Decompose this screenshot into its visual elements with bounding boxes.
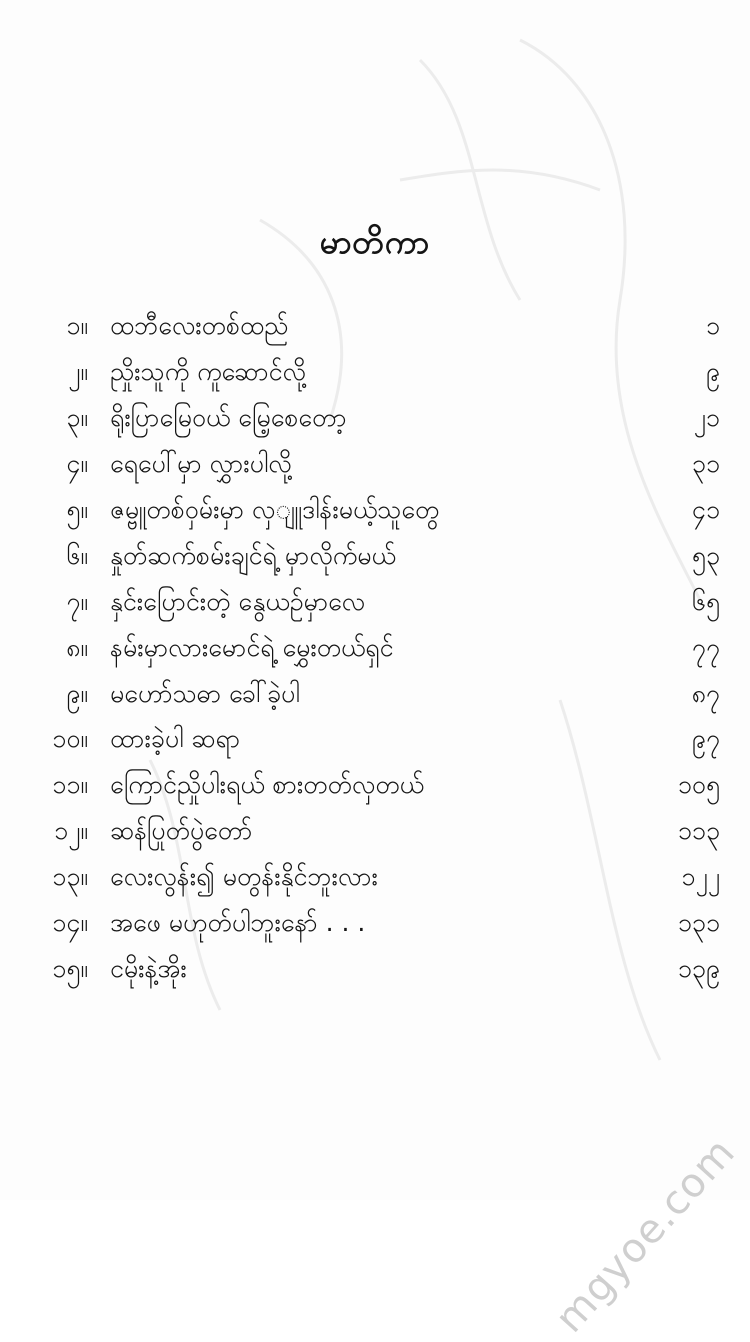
entry-title: မဟော်သဓာ ခေါ်ခဲ့ပါ <box>110 678 300 708</box>
entry-page-number: ၁၃၉ <box>677 953 720 983</box>
entry-number: ၁၃။ <box>52 862 88 892</box>
entry-title: ညှိုးသူကို ကူဆောင်လို့ <box>110 357 306 387</box>
entry-title: အဖေ မဟုတ်ပါဘူးနော် . . . <box>110 908 366 938</box>
entry-page-number: ၅၃ <box>691 540 720 570</box>
entry-number: ၇။ <box>66 586 88 616</box>
entry-page-number: ၈၇ <box>691 678 720 708</box>
entry-title: ထဘီလေးတစ်ထည် <box>110 311 289 341</box>
entry-number: ၁၂။ <box>54 816 88 846</box>
entry-page-number: ၉၇ <box>691 724 720 754</box>
entry-page-number: ၁ <box>705 311 720 341</box>
toc-entry[interactable] <box>24 490 724 536</box>
entry-number: ၄။ <box>66 449 88 479</box>
toc-entry[interactable] <box>24 352 724 398</box>
entry-number: ၁၄။ <box>52 908 88 938</box>
entry-title: လေးလွန်း၍ မတွန်းနိုင်ဘူးလား <box>110 862 378 892</box>
entry-number: ၆။ <box>66 540 88 570</box>
entry-page-number: ၇၇ <box>691 632 720 662</box>
entry-page-number: ၁၀၅ <box>677 770 720 800</box>
entry-page-number: ၆၅ <box>691 586 720 616</box>
entry-page-number: ၂၁ <box>693 403 720 433</box>
entry-title: ရေပေါ်မှာ လွှားပါလို့ <box>110 449 292 479</box>
entry-title: ရိုးပြာမြေဝယ် မြေ့စေတော့ <box>110 403 347 433</box>
toc-entry[interactable] <box>24 673 724 719</box>
entry-title: နှုတ်ဆက်စမ်းချင်ရဲ့ မှာလိုက်မယ် <box>110 540 396 570</box>
toc-entry[interactable] <box>24 398 724 444</box>
site-watermark: mgyoe.com <box>546 1129 744 1342</box>
entry-title: နှင်းပြောင်းတဲ့ နွေယဉ်မှာလေ <box>110 586 366 616</box>
entry-number: ၁၅။ <box>52 953 88 983</box>
toc-entry[interactable] <box>24 857 724 903</box>
entry-number: ၁။ <box>66 311 88 341</box>
toc-entry[interactable] <box>24 948 724 994</box>
toc-entry[interactable] <box>24 535 724 581</box>
toc-entry[interactable] <box>24 627 724 673</box>
toc-entry[interactable] <box>24 719 724 765</box>
entry-title: ငမိုးနဲ့အိုး <box>110 953 187 983</box>
table-of-contents <box>24 306 724 994</box>
entry-number: ၂။ <box>68 357 88 387</box>
entry-title: နမ်းမှာလားမောင်ရဲ့ မွှေးတယ်ရှင် <box>110 632 394 662</box>
entry-title: ဆန်ပြုတ်ပွဲတော် <box>110 816 253 846</box>
toc-entry[interactable] <box>24 306 724 352</box>
entry-number: ၉။ <box>66 678 88 708</box>
entry-page-number: ၁၁၃ <box>677 816 720 846</box>
toc-entry[interactable] <box>24 444 724 490</box>
entry-number: ၅။ <box>66 495 88 524</box>
entry-title: ဇမ္ဗူတစ်ဝှမ်းမှာ လှျူဒါန်းမယ့်သူတွေ <box>110 495 440 524</box>
toc-entry[interactable] <box>24 903 724 949</box>
page-title: မာတိကာ <box>319 223 431 262</box>
entry-page-number: ၃၁ <box>691 449 720 479</box>
entry-page-number: ၁၂၂ <box>681 862 720 892</box>
entry-title: ထားခဲ့ပါ ဆရာ <box>110 724 241 754</box>
entry-number: ၈။ <box>66 632 88 662</box>
entry-title: ကြောင်ညှိုပါးရယ် စားတတ်လှတယ် <box>110 770 424 800</box>
toc-entry[interactable] <box>24 581 724 627</box>
entry-page-number: ၄၁ <box>691 495 720 524</box>
entry-number: ၁၁။ <box>52 770 88 800</box>
entry-page-number: ၉ <box>705 357 720 387</box>
entry-number: ၁၀။ <box>52 724 88 754</box>
entry-page-number: ၁၃၁ <box>677 908 720 938</box>
toc-entry[interactable] <box>24 765 724 811</box>
entry-number: ၃။ <box>66 403 88 433</box>
toc-entry[interactable] <box>24 811 724 857</box>
